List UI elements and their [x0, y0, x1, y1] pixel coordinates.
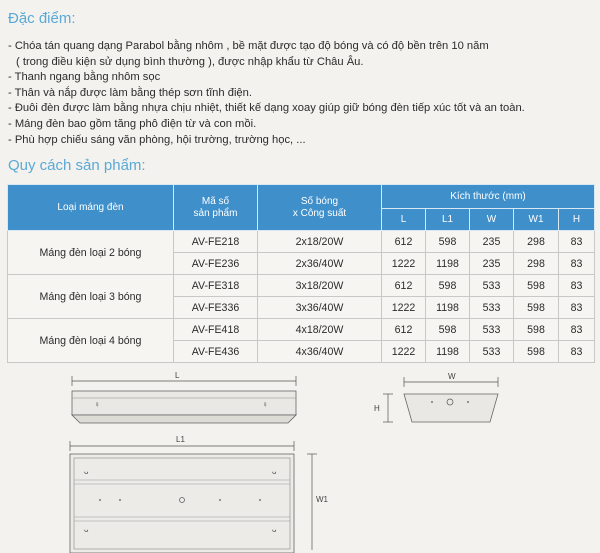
- feature-item: - Máng đèn bao gồm tăng phô điện từ và con mồi.: [8, 117, 257, 130]
- cell-code: AV-FE236: [174, 253, 258, 275]
- cell-L1: 598: [426, 275, 470, 297]
- cell-H: 83: [559, 319, 595, 341]
- svg-text:♀: ♀: [262, 400, 268, 409]
- end-view-drawing: [370, 370, 510, 432]
- cell-L: 612: [382, 231, 426, 253]
- cell-code: AV-FE418: [174, 319, 258, 341]
- cell-bulbs: 3x18/20W: [258, 275, 382, 297]
- feature-item: - Thân và nắp được làm bằng thép sơn tĩnh điện.: [8, 86, 252, 99]
- table-row: [8, 319, 595, 341]
- cell-L: 612: [382, 275, 426, 297]
- feature-item: ( trong điều kiện sử dụng bình thường ), được nhập khẩu từ Châu Âu.: [16, 55, 364, 68]
- row-type: Máng đèn loại 4 bóng: [8, 319, 174, 363]
- cell-L: 1222: [382, 253, 426, 275]
- header-code-line2: sản phẩm: [193, 207, 238, 219]
- features-list: [8, 39, 598, 148]
- svg-text:ᴗ: ᴗ: [84, 525, 89, 534]
- feature-item: - Thanh ngang bằng nhôm sọc: [8, 71, 161, 84]
- svg-text:ᴗ: ᴗ: [272, 525, 277, 534]
- cell-bulbs: 4x18/20W: [258, 319, 382, 341]
- header-L1: L1: [426, 209, 470, 231]
- cell-W: 235: [470, 231, 514, 253]
- cell-L1: 598: [426, 231, 470, 253]
- cell-L1: 1198: [426, 297, 470, 319]
- cell-W1: 598: [514, 341, 559, 363]
- top-label-L1: L1: [176, 435, 185, 444]
- cell-H: 83: [559, 341, 595, 363]
- cell-bulbs: 4x36/40W: [258, 341, 382, 363]
- feature-item: - Chóa tán quang dạng Parabol bằng nhôm , bề mặt được tạo độ bóng và có độ bền trên 10 năm: [8, 40, 489, 52]
- cell-code: AV-FE336: [174, 297, 258, 319]
- cell-W: 533: [470, 297, 514, 319]
- features-title: Đặc điểm:: [8, 10, 76, 27]
- cell-W1: 298: [514, 231, 559, 253]
- spec-title: Quy cách sản phẩm:: [8, 157, 146, 174]
- top-view-drawing: [60, 432, 340, 553]
- cell-L: 612: [382, 319, 426, 341]
- svg-text:♀: ♀: [94, 400, 100, 409]
- end-label-H: H: [374, 404, 380, 413]
- cell-L1: 1198: [426, 253, 470, 275]
- cell-W1: 598: [514, 319, 559, 341]
- cell-W: 235: [470, 253, 514, 275]
- cell-L: 1222: [382, 297, 426, 319]
- svg-text:ᴗ: ᴗ: [272, 467, 277, 476]
- cell-W: 533: [470, 341, 514, 363]
- cell-W1: 598: [514, 297, 559, 319]
- feature-item: - Phù hợp chiếu sáng văn phòng, hội trường, trường học, ...: [8, 133, 306, 146]
- cell-H: 83: [559, 275, 595, 297]
- cell-H: 83: [559, 253, 595, 275]
- cell-W1: 598: [514, 275, 559, 297]
- cell-code: AV-FE218: [174, 231, 258, 253]
- cell-bulbs: 3x36/40W: [258, 297, 382, 319]
- cell-code: AV-FE318: [174, 275, 258, 297]
- cell-W: 533: [470, 319, 514, 341]
- header-W: W: [470, 209, 514, 231]
- header-code-line1: Mã số: [201, 195, 230, 207]
- cell-W1: 298: [514, 253, 559, 275]
- cell-H: 83: [559, 231, 595, 253]
- header-L: L: [382, 209, 426, 231]
- header-W1: W1: [514, 209, 559, 231]
- table-row: [8, 231, 595, 253]
- cell-code: AV-FE436: [174, 341, 258, 363]
- cell-L1: 1198: [426, 341, 470, 363]
- cell-W: 533: [470, 275, 514, 297]
- header-H: H: [559, 209, 595, 231]
- header-code: [174, 185, 258, 231]
- header-bulbs-line2: x Công suất: [292, 207, 347, 219]
- row-type: Máng đèn loại 2 bóng: [8, 231, 174, 275]
- cell-bulbs: 2x36/40W: [258, 253, 382, 275]
- top-label-W1: W1: [316, 495, 328, 504]
- table-row: [8, 275, 595, 297]
- feature-item: - Đuôi đèn được làm bằng nhựa chịu nhiệt, thiết kế dạng xoay giúp giữ bóng đèn tiếp xúc tốt và an toàn.: [8, 102, 525, 115]
- header-bulbs: [258, 185, 382, 231]
- cell-L1: 598: [426, 319, 470, 341]
- side-label-L: L: [175, 371, 180, 380]
- header-dims: Kích thước (mm): [382, 185, 595, 209]
- cell-H: 83: [559, 297, 595, 319]
- row-type: Máng đèn loại 3 bóng: [8, 275, 174, 319]
- svg-text:ᴗ: ᴗ: [84, 467, 89, 476]
- spec-table: [7, 184, 595, 363]
- side-view-drawing: [60, 366, 310, 428]
- end-label-W: W: [448, 372, 456, 381]
- header-type: Loại máng đèn: [8, 185, 174, 231]
- cell-L: 1222: [382, 341, 426, 363]
- cell-bulbs: 2x18/20W: [258, 231, 382, 253]
- header-bulbs-line1: Số bóng: [300, 195, 339, 207]
